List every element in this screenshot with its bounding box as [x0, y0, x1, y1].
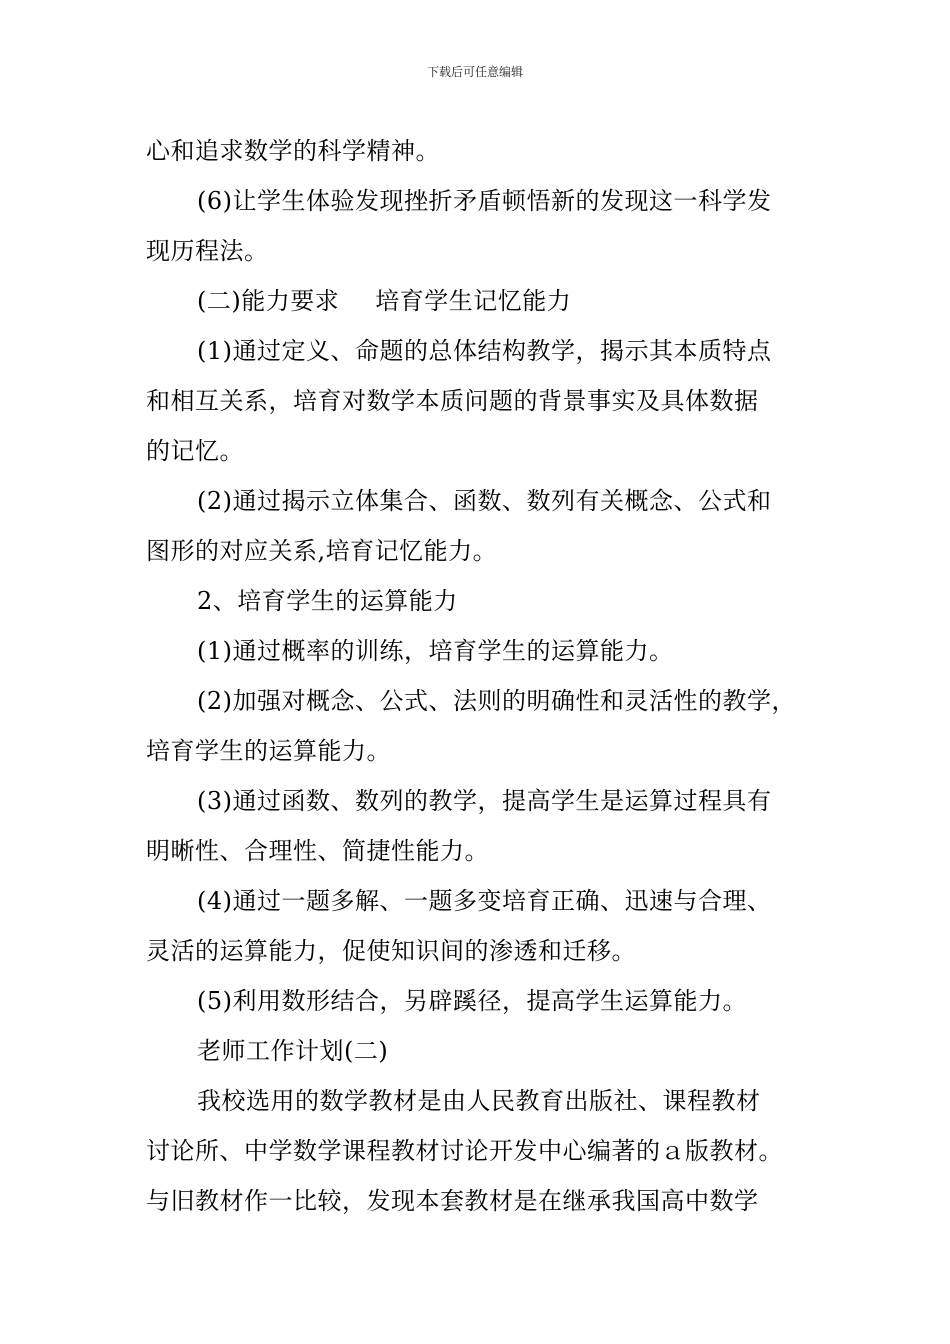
text-line: 明晰性、合理性、简捷性能力。 [146, 837, 489, 865]
section-subheading: 培育学生记忆能力 [375, 287, 572, 315]
text-line: (2)通过揭示立体集合、函数、数列有关概念、公式和 [197, 487, 772, 515]
text-line: 培育学生的运算能力。 [146, 737, 391, 765]
text-line: 灵活的运算能力，促使知识间的渗透和迁移。 [146, 937, 636, 965]
section-heading-line [146, 276, 816, 326]
text-line: 现历程法。 [146, 237, 269, 265]
section-heading: (二)能力要求 [197, 287, 340, 315]
text-line: (4)通过一题多解、一题多变培育正确、迅速与合理、 [197, 887, 772, 915]
page-header-note: 下载后可任意编辑 [426, 65, 523, 79]
text-line: 与旧教材作一比较，发现本套教材是在继承我国高中数学 [146, 1187, 759, 1215]
text-line: (5)利用数形结合，另辟蹊径，提高学生运算能力。 [197, 987, 747, 1015]
text-line: (6)让学生体验发现挫折矛盾顿悟新的发现这一科学发 [197, 187, 772, 215]
text-line: (1)通过定义、命题的总体结构教学，揭示其本质特点 [197, 337, 772, 365]
text-line: (2)加强对概念、公式、法则的明确性和灵活性的教学， [197, 687, 796, 715]
text-line: 的记忆。 [146, 437, 244, 465]
text-line: 和相互关系，培育对数学本质问题的背景事实及具体数据 [146, 387, 759, 415]
text-line: 图形的对应关系,培育记忆能力。 [146, 537, 498, 565]
text-line: 2、培育学生的运算能力 [197, 587, 458, 615]
text-line: (1)通过概率的训练，培育学生的运算能力。 [197, 637, 674, 665]
text-line: 我校选用的数学教材是由人民教育出版社、课程教材 [197, 1087, 761, 1115]
section-title: 老师工作计划(二) [197, 1037, 389, 1065]
document-body [146, 126, 816, 1226]
text-line: 心和追求数学的科学精神。 [146, 137, 440, 165]
text-line: 讨论所、中学数学课程教材讨论开发中心编著的ａ版教材。 [146, 1137, 783, 1165]
text-line: (3)通过函数、数列的教学，提高学生是运算过程具有 [197, 787, 772, 815]
